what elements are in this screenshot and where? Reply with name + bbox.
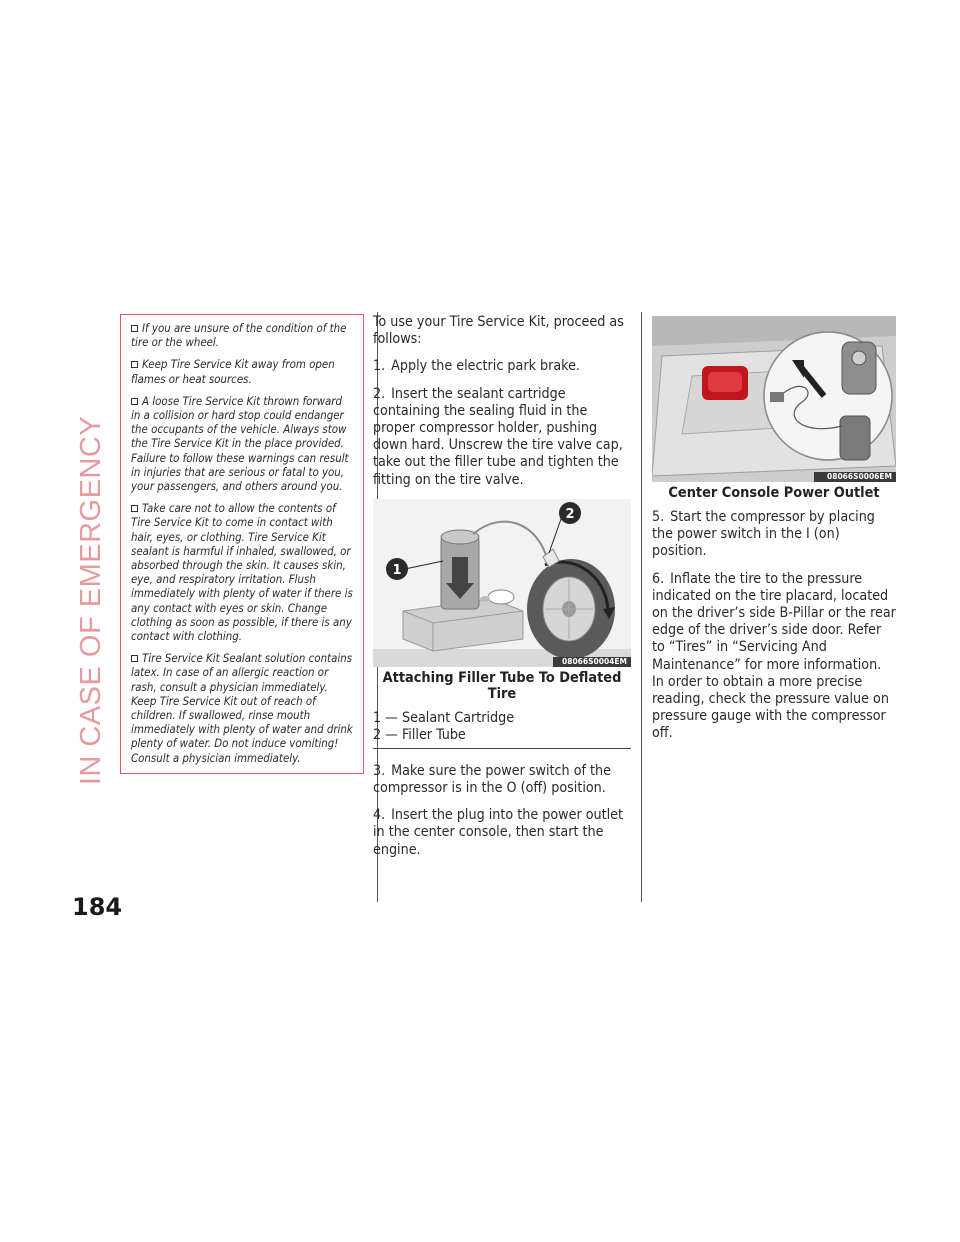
console-outlet-illustration: [652, 316, 896, 482]
step-1: 1. Apply the electric park brake.: [373, 358, 580, 375]
checkbox-icon: [131, 398, 138, 405]
section-tab-label: IN CASE OF EMERGENCY: [75, 415, 108, 785]
warning-item: Tire Service Kit Sealant solution contains latex. In case of an allergic reaction or rash, consult a physician immediately. Keep Tire Service Kit out of reach of children. If swallowed, rinse mouth immediately with plenty of water and drink plenty of water. Do not induce vomiting! Consult a physician immediately.: [131, 651, 353, 765]
checkbox-icon: [131, 325, 138, 332]
figure-filler-tube: [373, 499, 631, 667]
figure-caption: Center Console Power Outlet: [668, 485, 880, 501]
checkbox-icon: [131, 655, 138, 662]
figure-power-outlet: [652, 316, 896, 482]
checkbox-icon: [131, 361, 138, 368]
step-2: 2. Insert the sealant cartridge containing the sealing fluid in the proper compressor holder, pushing down hard. Unscrew the tire valve cap, take out the filler tube and tighten the fitting on the tire valve.: [373, 385, 623, 488]
section-tab: [72, 320, 112, 880]
legend-item: 2 — Filler Tube: [373, 726, 466, 743]
warning-item: Take care not to allow the contents of Tire Service Kit to come in contact with hair, eyes, or clothing. Tire Service Kit sealant is harmful if inhaled, swallowed, or absorbed through the skin. It causes skin, eye, and respiratory irritation. Flush immediately with plenty of water if there is any contact with eyes or skin. Change clothing as soon as possible, if there is any contact with clothing.: [131, 501, 353, 644]
tire-kit-illustration: [373, 499, 631, 667]
warning-box: [120, 314, 364, 774]
marker-1: 1: [392, 562, 402, 578]
checkbox-icon: [131, 505, 138, 512]
step-5: 5. Start the compressor by placing the power switch in the I (on) position.: [652, 509, 875, 560]
warning-item: If you are unsure of the condition of the tire or the wheel.: [131, 321, 347, 350]
figure-code: 08066S0006EM: [827, 472, 892, 481]
step-4: 4. Insert the plug into the power outlet in the center console, then start the engine.: [373, 807, 624, 858]
marker-2: 2: [565, 506, 575, 522]
page-number: 184: [72, 893, 123, 921]
column-middle: [373, 314, 631, 869]
intro-text: To use your Tire Service Kit, proceed as follows:: [373, 314, 624, 348]
figure-caption: Attaching Filler Tube To Deflated Tire: [382, 669, 622, 702]
step-6: 6. Inflate the tire to the pressure indicated on the tire placard, located on the driver’s side B-Pillar or the rear edge of the driver’s side door. Refer to “Tires” in “Servicing And Maintenance” for more information. In order to obtain a more precise reading, check the pressure value on pressure gauge with the compressor off.: [652, 570, 896, 742]
legend-item: 1 — Sealant Cartridge: [373, 709, 515, 726]
warning-item: A loose Tire Service Kit thrown forward in a collision or hard stop could endanger the occupants of the vehicle. Always stow the Tire Service Kit in the place provided. Failure to follow these warnings can result in injuries that are serious or fatal to you, your passengers, and others around you.: [131, 393, 349, 494]
column-divider-right: [641, 312, 642, 902]
warning-item: Keep Tire Service Kit away from open flames or heat sources.: [131, 357, 335, 386]
figure-code: 08066S0004EM: [562, 656, 627, 666]
legend-divider: [373, 748, 631, 749]
column-right: [652, 316, 896, 753]
step-3: 3. Make sure the power switch of the compressor is in the O (off) position.: [373, 762, 611, 797]
